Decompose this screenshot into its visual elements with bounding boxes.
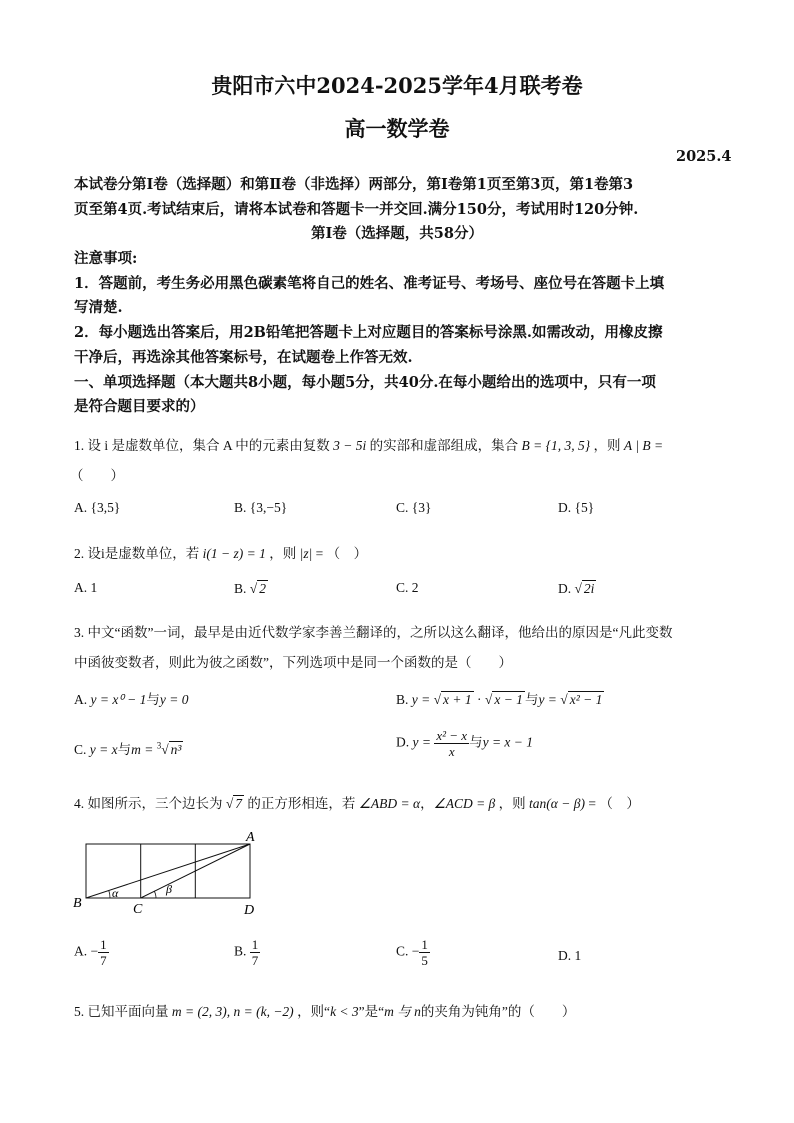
question-2-stem: [74, 542, 367, 562]
question-4-stem: 4. 如图所示，三个边长为 √ 7 的正方形相连，若 ∠ABD = α，∠ACD = β ，则 tan(α − β) = （ ）: [74, 796, 640, 811]
intro-line-2: 页至第4页.考试结束后，请将本试卷和答题卡一并交回.满分150分，考试用时120分钟.: [74, 201, 639, 218]
q3-line-1: 3. 中文“函数”一词，最早是由近代数学家李善兰翻译的，之所以这么翻译，他给出的原因是“凡此变数: [74, 625, 673, 640]
q4-text-2: 的正方形相连，若: [247, 796, 356, 811]
q3-option-b: B. y = √ x + 1 · √ x − 1 与y = √ x² − 1: [396, 692, 603, 707]
q3-c-m: m =: [131, 742, 154, 757]
note-2-line-2: 干净后，再选涂其他答案标号，在试题卷上作答无效.: [74, 349, 413, 366]
part1-heading: 第Ⅰ卷（选择题，共58分）: [311, 225, 483, 242]
q3-d-label: D.: [396, 734, 410, 750]
q2-option-d: D. √ 2i: [558, 581, 595, 596]
q4-text-3: ，则: [498, 796, 526, 811]
q3-d-fraction: [434, 728, 469, 759]
q5-text-4: 的夹角为钝角”的（ ）: [420, 1004, 576, 1019]
q4-a-sign: −: [90, 943, 99, 959]
q3-a-with: 与: [146, 692, 160, 707]
intro-line-1: 本试卷分第Ⅰ卷（选择题）和第Ⅱ卷（非选择）两部分，第Ⅰ卷第1页至第3页，第1卷第3: [74, 176, 634, 193]
three-squares-figure: [70, 828, 270, 918]
q3-b-y2: y =: [538, 692, 557, 707]
q5-text-2: ，则“: [297, 1004, 331, 1019]
q3-line-2: 中函彼变数者，则此为彼之函数”，下列选项中是同一个函数的是（ ）: [74, 655, 512, 670]
q3-d-denominator: x: [448, 744, 455, 759]
q4-a-numerator: 1: [100, 937, 107, 952]
label-b: B: [73, 896, 82, 911]
q1-option-a: A. {3,5}: [74, 500, 121, 515]
q3-b-y: y =: [411, 692, 431, 707]
exam-subtitle: 高一数学卷: [344, 116, 450, 141]
question-1-stem: [74, 434, 663, 454]
q3-c-expr: y = x: [89, 742, 118, 757]
q4-tan-expr: tan(α − β): [529, 796, 585, 811]
q1-text-1: 1. 设 i 是虚数单位，集合 A 中的元素由复数: [74, 438, 330, 453]
q3-b-rad1: x + 1: [443, 692, 472, 707]
q3-option-a: [74, 688, 188, 708]
q5-vectors: m = (2, 3), n = (k, −2): [171, 1004, 294, 1019]
q3-d-numerator: x² − x: [436, 728, 468, 743]
q3-b-rad3: x² − 1: [569, 692, 603, 707]
q4-angle-abd: ∠ABD = α: [358, 796, 421, 811]
q3-option-c: C. y = x与m = $^3$√ n³: [74, 740, 182, 757]
q4-c-numerator: 1: [421, 937, 428, 952]
q4-comma: ，: [420, 796, 434, 811]
question-5-stem: [74, 1000, 575, 1020]
q4-c-denominator: 5: [421, 953, 428, 968]
exam-date: 2025.4: [676, 148, 732, 165]
q3-c-radicand: n³: [170, 742, 182, 757]
q5-condition: k < 3: [330, 1004, 359, 1019]
label-a: A: [246, 830, 255, 845]
q3-c-with: 与: [117, 742, 132, 757]
q1-option-d: D. {5}: [558, 500, 595, 515]
q1-intersection: A | B =: [623, 438, 664, 453]
q4-b-fraction: [250, 937, 261, 968]
section1-line-1: 一、单项选择题（本大题共8小题，每小题5分，共40分.在每小题给出的选项中，只有一项: [74, 374, 656, 391]
q3-c-label: C.: [74, 742, 87, 757]
q2-equation: i(1 − z) = 1: [202, 546, 266, 561]
q5-vector-pair: m 与 n: [384, 1004, 421, 1019]
q2-b-radicand: 2: [259, 581, 266, 596]
q4-angle-acd: ∠ACD = β: [433, 796, 496, 811]
q2-modulus: |z|: [299, 546, 313, 561]
angle-beta-arc: [154, 891, 156, 898]
q5-text-1: 5. 已知平面向量: [74, 1004, 169, 1019]
label-c: C: [133, 902, 143, 917]
q2-b-label: B.: [234, 581, 247, 596]
q3-a-expr: y = x⁰ − 1: [90, 692, 147, 707]
q3-d-y: y =: [412, 734, 431, 750]
q2-d-radicand: 2i: [583, 581, 595, 596]
q4-a-label: A.: [74, 943, 88, 959]
q4-b-denominator: 7: [251, 953, 259, 968]
q5-text-3: ”是“: [358, 1004, 385, 1019]
q3-c-root-index: 3: [156, 740, 162, 751]
q3-b-rad2: x − 1: [494, 692, 523, 707]
q3-b-with: 与: [524, 692, 539, 707]
q1-option-b: B. {3,−5}: [234, 500, 288, 515]
label-beta: β: [166, 882, 172, 896]
q2-d-label: D.: [558, 581, 572, 596]
q4-a-fraction: [98, 937, 109, 968]
q4-option-c: [396, 937, 430, 968]
note-1-line-1: 1．答题前，考生务必用黑色碳素笔将自己的姓名、准考证号、考场号、座位号在答题卡上填: [74, 275, 665, 292]
q4-text-1: 4. 如图所示，三个边长为: [74, 796, 223, 811]
q1-set-b: B = {1, 3, 5}: [521, 438, 591, 453]
note-2-line-1: 2．每小题选出答案后，用2B铅笔把答题卡上对应题目的答案标号涂黑.如需改动，用橡皮擦: [74, 324, 663, 341]
q1-answer-paren: （ ）: [70, 468, 124, 483]
q2-text-3: = （ ）: [315, 546, 368, 561]
q2-option-b: B. √ 2: [234, 581, 266, 596]
q2-text-2: ，则: [269, 546, 297, 561]
section1-line-2: 是符合题目要求的）: [74, 398, 205, 415]
q1-text-2: 的实部和虚部组成，集合: [369, 438, 519, 453]
q3-b-label: B.: [396, 692, 409, 707]
q4-b-label: B.: [234, 943, 247, 959]
q2-option-a: A. 1: [74, 580, 98, 595]
q2-text-1: 2. 设i是虚数单位，若: [74, 546, 200, 561]
q4-side-length: 7: [235, 796, 243, 811]
q4-c-sign: −: [411, 943, 420, 959]
q1-option-c: C. {3}: [396, 500, 432, 515]
q4-option-a: [74, 937, 109, 968]
q1-complex: 3 − 5i: [333, 438, 367, 453]
q4-text-4: = （ ）: [588, 796, 640, 811]
q2-option-c: C. 2: [396, 580, 419, 595]
exam-title: 贵阳市六中2024-2025学年4月联考卷: [211, 73, 583, 98]
q3-d-expr2: y = x − 1: [482, 734, 534, 750]
label-d: D: [244, 903, 255, 918]
label-alpha: α: [112, 886, 119, 900]
q3-b-dot: ·: [477, 692, 482, 707]
note-1-line-2: 写清楚.: [74, 299, 123, 316]
notes-heading: 注意事项:: [74, 250, 138, 267]
q3-a-label: A.: [74, 692, 88, 707]
q4-b-numerator: 1: [251, 937, 259, 952]
angle-alpha-arc: [109, 891, 110, 899]
q4-option-b: [234, 937, 260, 968]
q3-a-expr2: y = 0: [159, 692, 189, 707]
q1-text-3: ，则: [593, 438, 621, 453]
q4-c-fraction: [419, 937, 430, 968]
q4-option-d: D. 1: [558, 948, 582, 963]
q3-option-d: [396, 728, 533, 759]
q4-c-label: C.: [396, 943, 409, 959]
q4-a-denominator: 7: [100, 953, 107, 968]
q3-d-with: 与: [469, 734, 483, 750]
